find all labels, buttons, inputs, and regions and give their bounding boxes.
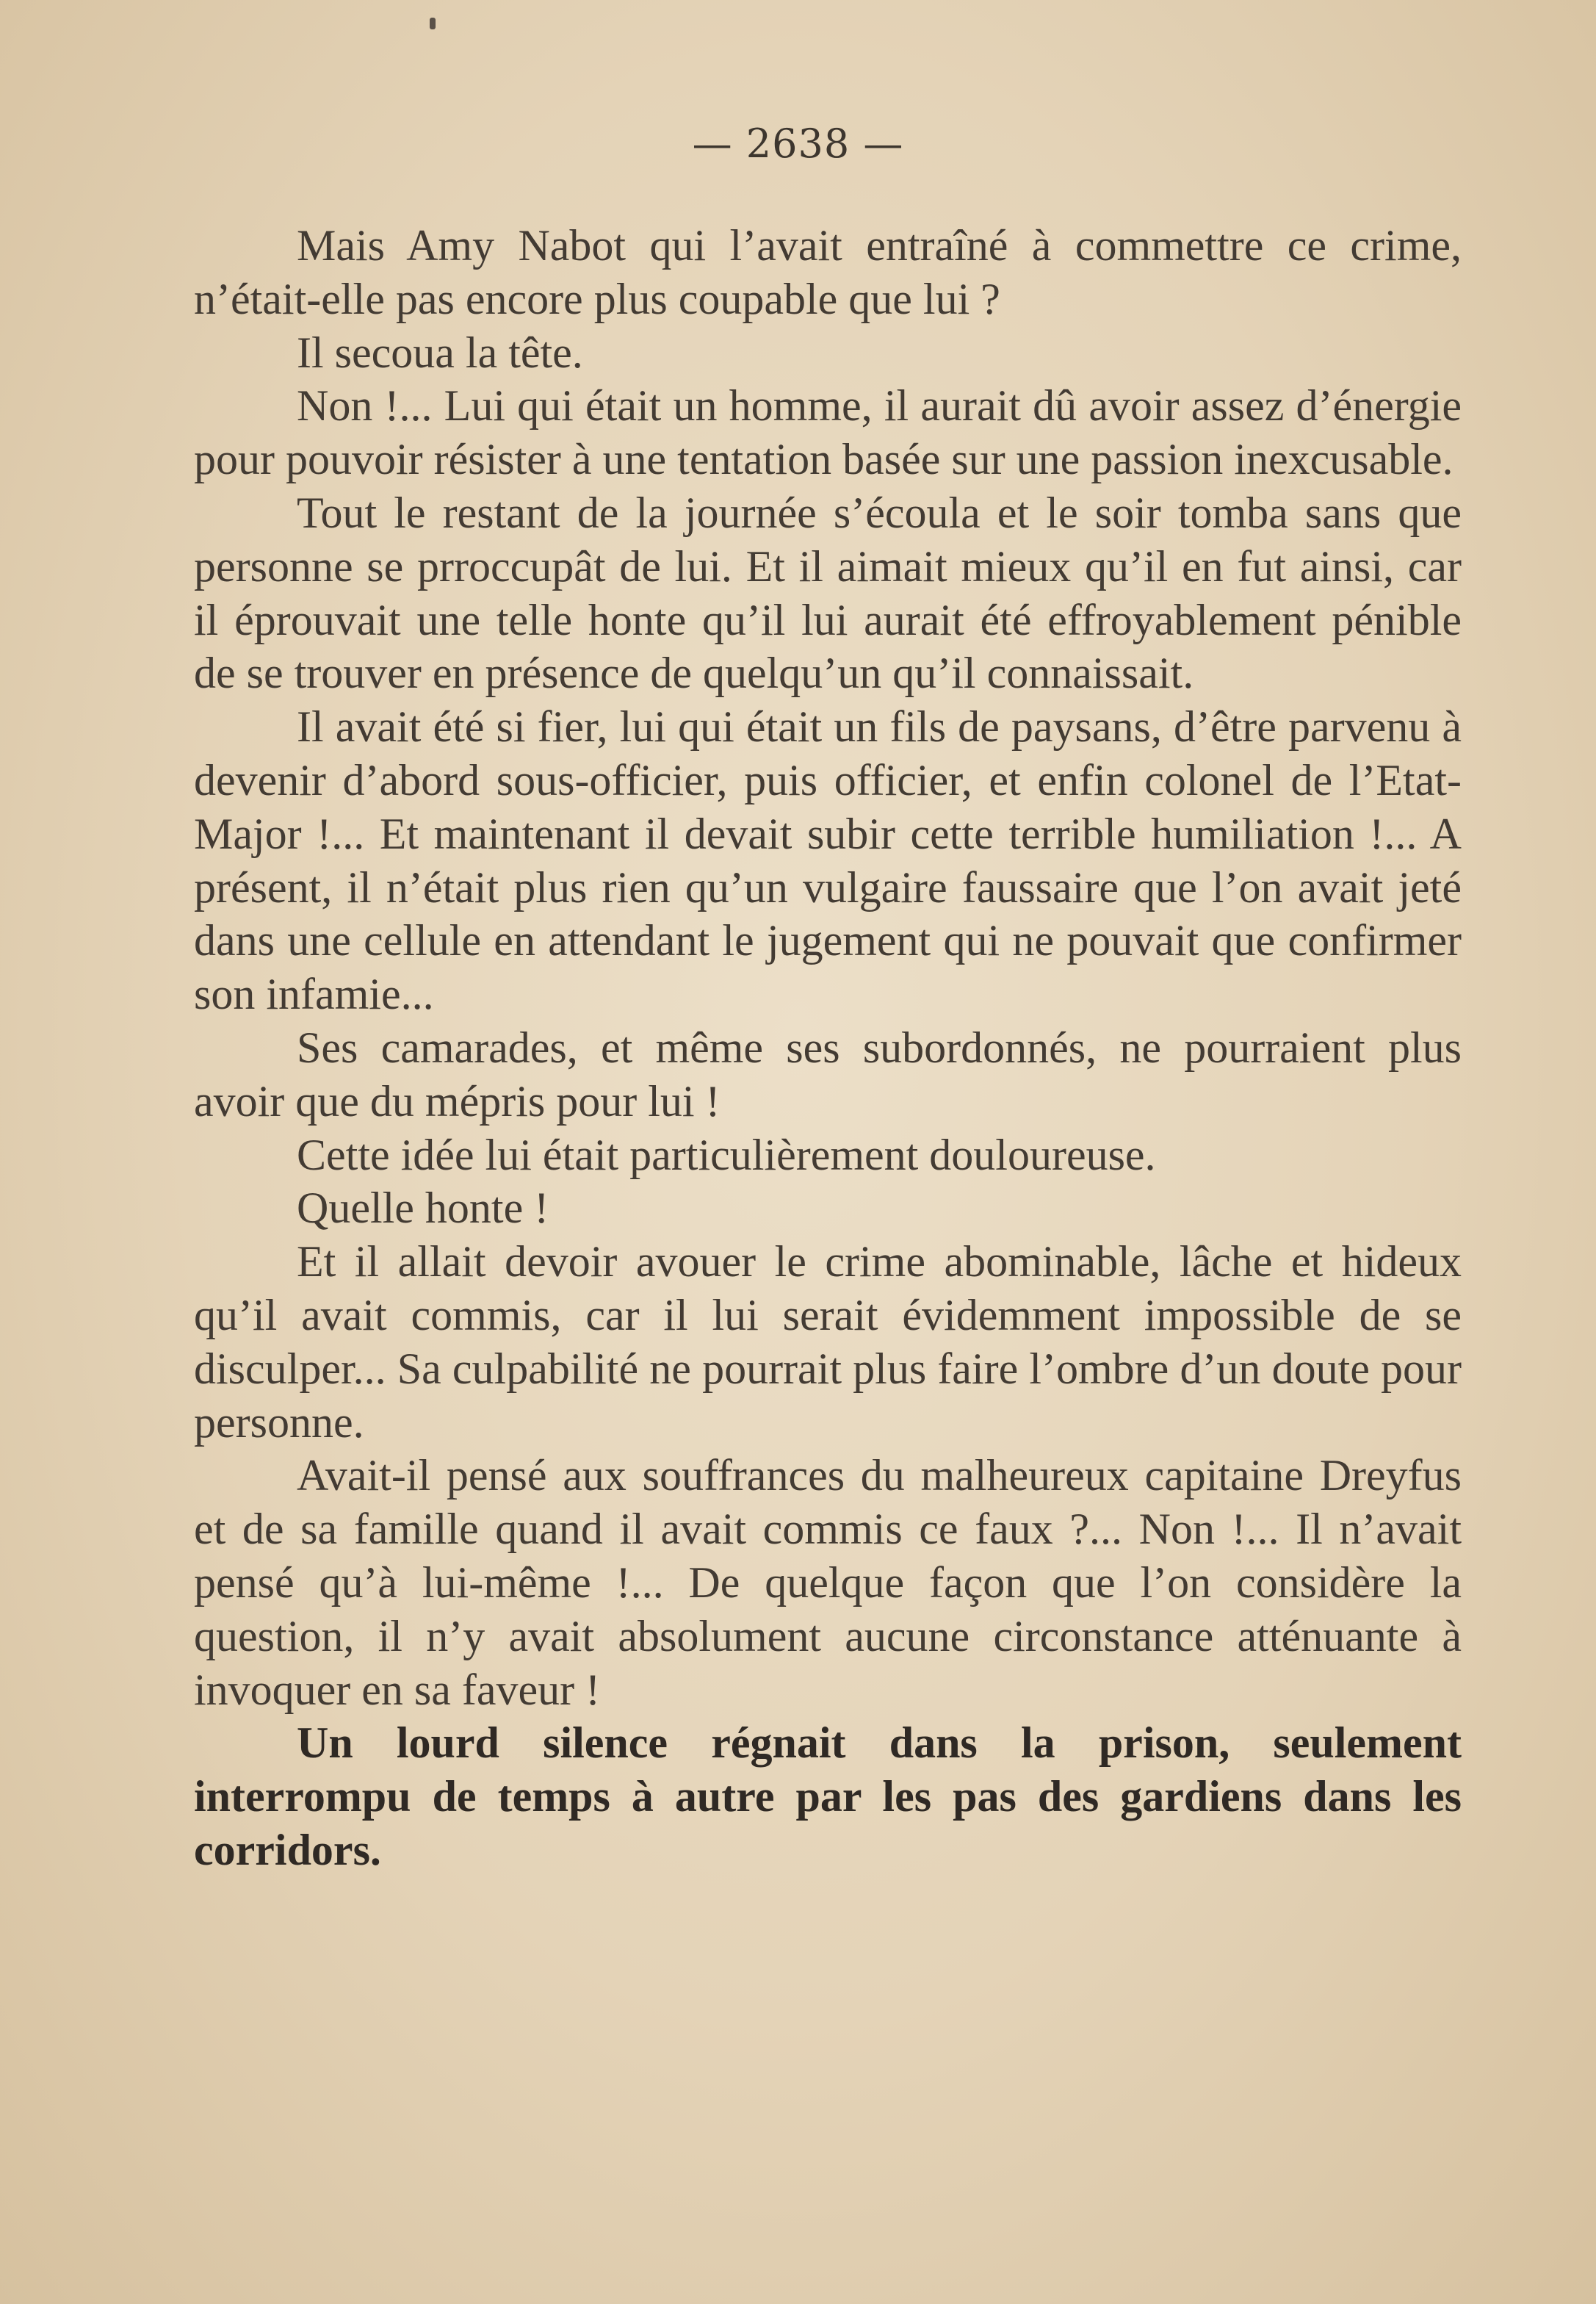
body-text [194, 219, 1462, 1877]
paragraph-1: Mais Amy Nabot qui l’avait entraîné à commettre ce crime, n’était-elle pas encore plus coupable que lui ? [194, 221, 1462, 323]
ink-speck [430, 18, 436, 29]
paragraph-3: Non !... Lui qui était un homme, il aurait dû avoir assez d’énergie pour pouvoir résister à une tentation basée sur une passion inexcusable. [194, 381, 1462, 484]
paragraph-9: Et il allait devoir avouer le crime abominable, lâche et hideux qu’il avait commis, car il lui serait évidemment impossible de se disculper... Sa culpabilité ne pourrait plus faire l’ombre d’un doute pour personne. [194, 1237, 1462, 1447]
paragraph-6: Ses camarades, et même ses subordonnés, ne pourraient plus avoir que du mépris pour lui ! [194, 1023, 1462, 1126]
paragraph-5: Il avait été si fier, lui qui était un fils de paysans, d’être parvenu à devenir d’abord sous-officier, puis officier, et enfin colonel de l’Etat-Major !... Et maintenant il devait subir cette terrible humiliation !... A présent, il n’était plus rien qu’un vulgaire faussaire que l’on avait jeté dans une cellule en attendant le jugement qui ne pouvait que confirmer son infamie... [194, 702, 1462, 1019]
paragraph-4: Tout le restant de la journée s’écoula et le soir tomba sans que personne se prroccupât de lui. Et il aimait mieux qu’il en fut ainsi, car il éprouvait une telle honte qu’il lui aurait été effroyablement pénible de se trouver en présence de quelqu’un qu’il connaissait. [194, 488, 1462, 698]
page-number: — 2638 — [692, 120, 904, 167]
paragraph-11: Un lourd silence régnait dans la prison, seulement interrompu de temps à autre par les pas des gardiens dans les corridors. [194, 1718, 1462, 1874]
paragraph-8: Quelle honte ! [297, 1184, 549, 1233]
paragraph-2: Il secoua la tête. [297, 328, 583, 377]
paragraph-10: Avait-il pensé aux souffrances du malheureux capitaine Dreyfus et de sa famille quand il avait commis ce faux ?... Non !... Il n’avait pensé qu’à lui-même !... De quelque façon que l’on considère la question, il n’y avait absolument aucune circonstance atténuante à invoquer en sa faveur ! [194, 1451, 1462, 1714]
paragraph-7: Cette idée lui était particulièrement douloureuse. [297, 1130, 1156, 1179]
